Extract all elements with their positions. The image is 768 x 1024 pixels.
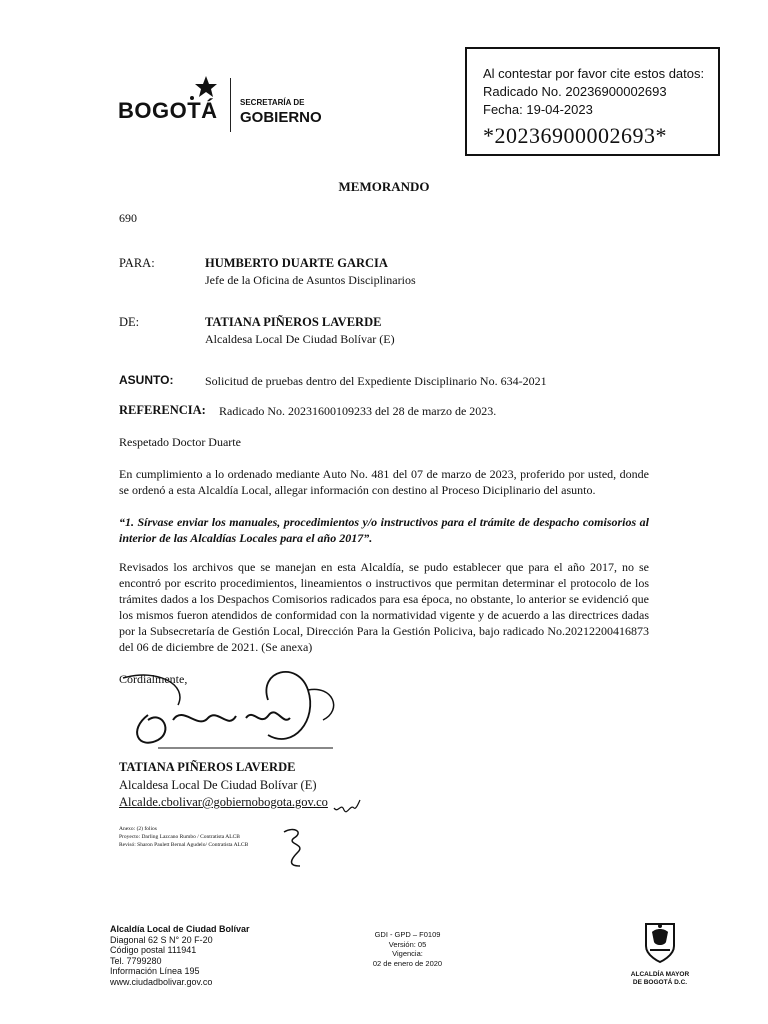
logo-big-text: GOBIERNO: [240, 109, 322, 126]
para-name: HUMBERTO DUARTE GARCIA: [205, 256, 388, 270]
body-quote: “1. Sírvase enviar los manuales, procedimientos y/o instructivos para el trámite de despacho comisorios al interior de las Alcaldías Locales para el año 2017”.: [119, 515, 649, 545]
body-paragraph-2: Revisados los archivos que se manejan en esta Alcaldía, se pudo establecer que para el año 2017, no se encontró por escrito procedimientos, lineamientos o instructivos que permitan determinar el protocolo de los trámites dados a los Despachos Comisorios radicados para esa época, no obstante, lo anterior se evidenció que los mismos fueron atendidos de conformidad con la normatividad vigente y de acuerdo a las directrices dadas por la Subsecretaría de Gestión Local, Dirección Para la Gestión Policiva, bajo radicado No.20212200416873 del 06 de diciembre de 2021. (Se anexa): [119, 560, 649, 654]
review-initials-mark: [280, 826, 310, 870]
referencia-text: Radicado No. 20231600109233 del 28 de marzo de 2023.: [219, 404, 497, 418]
note-reviso: Revisó: Sharon Paulett Bernal Agudelo/ Contratista ALCB: [119, 842, 249, 848]
alcaldia-mayor-seal: [624, 920, 696, 987]
de-title: Alcaldesa Local De Ciudad Bolívar (E): [205, 332, 395, 346]
logo-small-text: SECRETARÍA DE: [240, 98, 305, 107]
closing: Cordialmente,: [119, 672, 188, 686]
footer-postal: Código postal 111941: [110, 945, 197, 955]
footer-form-code: [360, 930, 455, 968]
de-label: DE:: [119, 315, 140, 329]
footer-info: Información Línea 195: [110, 966, 200, 976]
footer-web[interactable]: www.ciudadbolivar.gov.co: [110, 976, 213, 987]
asunto-label: ASUNTO:: [119, 373, 174, 387]
referencia-label: REFERENCIA:: [119, 403, 206, 417]
footer-address: Diagonal 62 S N° 20 F-20: [110, 934, 213, 945]
seal-line-2: DE BOGOTÁ D.C.: [632, 979, 688, 986]
footer-org: Alcaldía Local de Ciudad Bolívar: [110, 924, 250, 934]
stamp-line-1: Al contestar por favor cite estos datos:: [483, 66, 705, 81]
coat-of-arms-icon: [642, 920, 678, 964]
seal-line-1: ALCALDÍA MAYOR: [630, 971, 690, 978]
memo-number: 690: [119, 211, 137, 225]
form-version: Versión: 05: [388, 939, 427, 949]
note-proyecto: Proyecto: Darling Lazcano Rumbo / Contratista ALCB: [119, 834, 240, 840]
form-code: GDI - GPD – F0109: [374, 930, 441, 939]
handwritten-signature: [118, 660, 358, 770]
signer-name: TATIANA PIÑEROS LAVERDE: [119, 760, 296, 774]
logo-divider: [230, 78, 231, 132]
salutation: Respetado Doctor Duarte: [119, 435, 241, 449]
form-vigencia-label: Vigencia:: [392, 949, 423, 958]
footer-contact: [110, 924, 250, 987]
de-name: TATIANA PIÑEROS LAVERDE: [205, 315, 382, 329]
para-label: PARA:: [119, 256, 155, 270]
body-paragraph-1: En cumplimiento a lo ordenado mediante Auto No. 481 del 07 de marzo de 2023, proferido por usted, donde se ordenó a esta Alcaldía Local, allegar información con destino al Proceso Diciplinario del asunto.: [119, 467, 649, 497]
radicado-stamp: [465, 47, 720, 156]
document-title: MEMORANDO: [338, 179, 430, 194]
stamp-barcode-text: *20236900002693*: [483, 123, 667, 148]
stamp-fecha: Fecha: 19-04-2023: [483, 102, 593, 117]
initials-mark: [332, 798, 362, 818]
bogota-gobierno-logo: [118, 76, 333, 136]
signer-title: Alcaldesa Local De Ciudad Bolívar (E): [119, 778, 317, 792]
footer-tel: Tel. 7799280: [110, 955, 162, 966]
form-vigencia: 02 de enero de 2020: [372, 958, 443, 968]
para-title: Jefe de la Oficina de Asuntos Disciplinarios: [205, 273, 416, 287]
note-anexo: Anexo: (2) folios: [119, 826, 157, 832]
asunto-text: Solicitud de pruebas dentro del Expediente Disciplinario No. 634-2021: [205, 374, 547, 388]
logo-word: BOGOTÁ: [118, 98, 218, 123]
stamp-radicado: Radicado No. 20236900002693: [483, 84, 667, 99]
signer-email-link[interactable]: Alcalde.cbolivar@gobiernobogota.gov.co: [119, 795, 328, 809]
